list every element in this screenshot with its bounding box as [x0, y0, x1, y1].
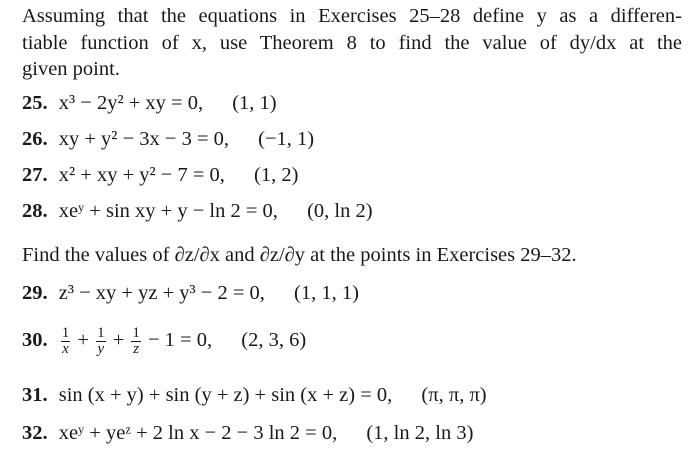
exercise-point: (1, 2)	[254, 164, 299, 186]
plus-sign: +	[77, 329, 89, 352]
exercise-number: 28.	[22, 200, 48, 222]
exercise-31	[22, 384, 487, 407]
exercise-26	[22, 128, 314, 151]
exercise-point: (0, ln 2)	[307, 200, 373, 222]
exercise-27	[22, 164, 298, 187]
instructions-line-1: Assuming that the equations in Exercises 25–28 define y as a differen-	[22, 5, 682, 27]
exercise-number: 32.	[22, 422, 48, 444]
exercise-number: 27.	[22, 164, 48, 186]
exercise-28	[22, 200, 373, 223]
section-instructions: Find the values of ∂z/∂x and ∂z/∂y at the points in Exercises 29–32.	[22, 244, 577, 266]
exercise-30	[22, 326, 306, 357]
exercise-equation: xeʸ + sin xy + y − ln 2 = 0,	[58, 200, 278, 222]
exercise-equation: xeʸ + yeᶻ + 2 ln x − 2 − 3 ln 2 = 0,	[58, 422, 338, 444]
exercise-point: (1, 1)	[232, 92, 277, 114]
exercise-25	[22, 92, 277, 115]
exercise-point: (1, ln 2, ln 3)	[366, 422, 474, 444]
exercise-number: 25.	[22, 92, 48, 114]
exercise-equation: x³ − 2y² + xy = 0,	[58, 92, 204, 114]
exercise-number: 26.	[22, 128, 48, 150]
instructions-paragraph	[22, 3, 682, 83]
exercise-equation: sin (x + y) + sin (y + z) + sin (x + z) = 0,	[58, 384, 393, 406]
exercise-number: 29.	[22, 282, 48, 304]
exercise-point: (2, 3, 6)	[241, 329, 307, 352]
exercise-equation-tail: − 1 = 0,	[148, 329, 213, 352]
fraction-one-over-y	[96, 326, 106, 357]
fraction-denominator: z	[133, 341, 140, 357]
exercise-number: 31.	[22, 384, 48, 406]
fraction-numerator: 1	[61, 325, 70, 341]
exercise-equation: x² + xy + y² − 7 = 0,	[58, 164, 225, 186]
fraction-numerator: 1	[132, 325, 140, 341]
fraction-one-over-x	[61, 326, 71, 357]
exercise-point: (−1, 1)	[258, 128, 315, 150]
exercise-29	[22, 282, 359, 305]
fraction-numerator: 1	[97, 325, 105, 341]
exercise-point: (π, π, π)	[421, 384, 487, 406]
instructions-line-2: tiable function of x, use Theorem 8 to find the value of dy/dx at the	[22, 31, 682, 54]
exercise-equation: xy + y² − 3x − 3 = 0,	[58, 128, 230, 150]
exercise-32	[22, 422, 473, 445]
plus-sign: +	[112, 329, 125, 352]
fraction-one-over-z	[131, 326, 141, 357]
exercise-point: (1, 1, 1)	[294, 282, 359, 304]
instructions-line-3: given point.	[22, 58, 120, 80]
exercise-number: 30.	[22, 329, 48, 352]
fraction-denominator: x	[62, 341, 69, 357]
fraction-denominator: y	[97, 341, 105, 357]
exercise-equation: z³ − xy + yz + y³ − 2 = 0,	[58, 282, 265, 304]
